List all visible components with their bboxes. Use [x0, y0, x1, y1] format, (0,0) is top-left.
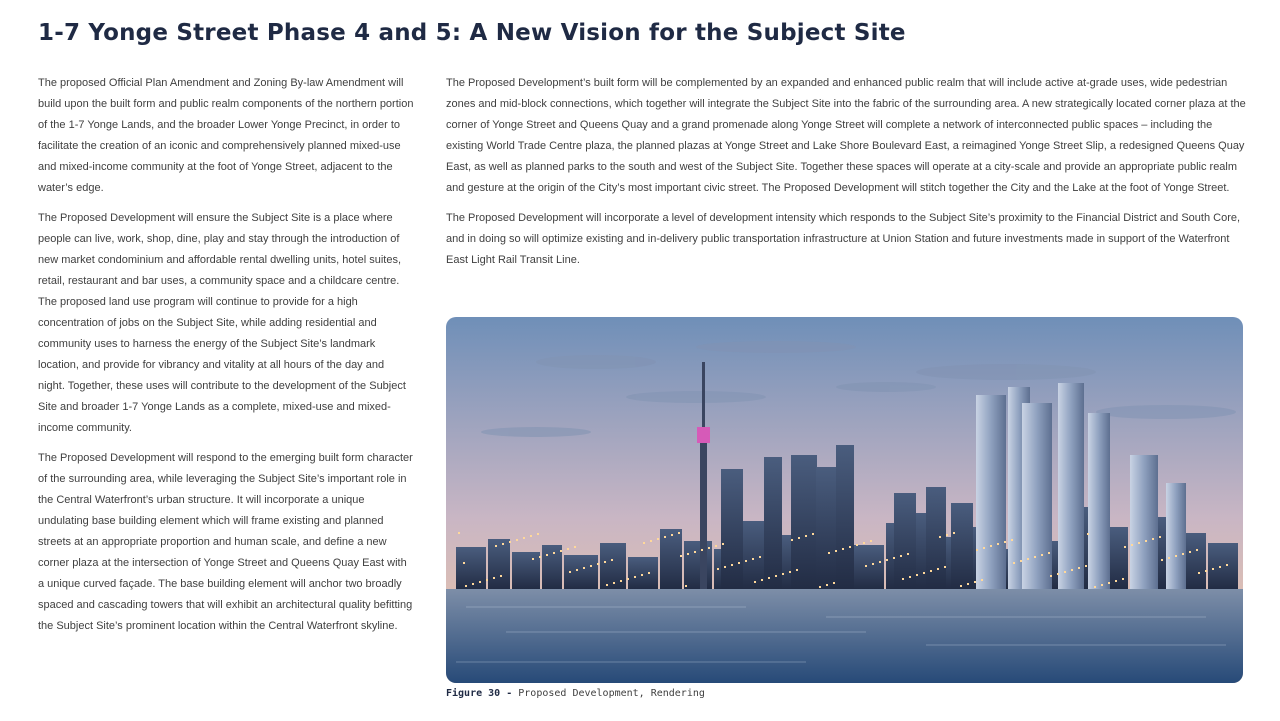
window-light [1101, 584, 1103, 586]
tower [816, 467, 836, 589]
window-light [828, 552, 830, 554]
window-light [863, 542, 865, 544]
building [456, 547, 486, 589]
window-light [902, 578, 904, 580]
window-light [1064, 571, 1066, 573]
window-light [678, 532, 680, 534]
window-light [819, 586, 821, 588]
tower [836, 445, 854, 589]
window-light [1071, 569, 1073, 571]
window-light [1226, 564, 1228, 566]
window-light [1138, 542, 1140, 544]
skyline-rendering-image [446, 317, 1243, 683]
window-light [981, 579, 983, 581]
window-light [870, 540, 872, 542]
right-paragraph-1: The Proposed Development’s built form will be complemented by an expanded and enhanced public realm that will include active at-grade uses, wide pedestrian zones and mid-block connections, which together will integrate the Subject Site into the fabric of the surrounding area. A new strategically located corner plaza at the corner of Yonge Street and Queens Quay and a grand promenade along Yonge Street will complete a network of interconnected public spaces – including the existing World Trade Centre plaza, the planned plazas at Yonge Street and Lake Shore Boulevard East, a reimagined Yonge Street Slip, a redesigned Queens Quay East, as well as planned parks to the south and west of the Subject Site. Together these spaces will operate at a city-scale and provide an appropriate public realm and gesture at the origin of the City’s most important civic street. The Proposed Development will stitch together the City and the Lake at the foot of Yonge Street. [446, 77, 1246, 194]
window-light [620, 580, 622, 582]
proposed-glass-tower [1130, 455, 1158, 589]
window-light [465, 585, 467, 587]
window-light [1027, 558, 1029, 560]
window-light [523, 537, 525, 539]
building [660, 529, 682, 589]
window-light [687, 553, 689, 555]
tower [951, 503, 973, 589]
window-light [717, 568, 719, 570]
window-light [826, 584, 828, 586]
window-light [791, 539, 793, 541]
window-light [539, 556, 541, 558]
window-light [606, 584, 608, 586]
window-light [532, 558, 534, 560]
window-light [708, 547, 710, 549]
window-light [486, 579, 488, 581]
window-light [516, 539, 518, 541]
window-light [701, 549, 703, 551]
window-light [930, 570, 932, 572]
window-light [611, 559, 613, 561]
left-paragraph-1: The proposed Official Plan Amendment and Zoning By-law Amendment will build upon the built form and public realm components of the northern portion of the 1-7 Yonge Lands, and the broader Lower Yonge Precinct, in order to facilitate the creation of an iconic and comprehensively planned mixed-use and mixed-income community at the foot of Yonge Street, adjacent to the water’s edge. [38, 77, 414, 194]
window-light [546, 554, 548, 556]
window-light [479, 581, 481, 583]
window-light [722, 543, 724, 545]
window-light [458, 532, 460, 534]
window-light [937, 568, 939, 570]
window-light [500, 575, 502, 577]
window-light [597, 563, 599, 565]
window-light [768, 577, 770, 579]
window-light [893, 557, 895, 559]
window-light [805, 535, 807, 537]
window-light [1020, 560, 1022, 562]
window-light [745, 560, 747, 562]
window-light [997, 543, 999, 545]
window-light [1011, 539, 1013, 541]
window-light [923, 572, 925, 574]
proposed-glass-tower [1088, 413, 1110, 589]
window-light [946, 534, 948, 536]
window-light [939, 536, 941, 538]
right-paragraph-2: The Proposed Development will incorporate a level of development intensity which responds to the Subject Site’s proximity to the Financial District and South Core, and in doing so will optimize existing and in-delivery public transportation infrastructure at Union Station and future investments made in support of the Waterfront East Light Rail Transit Line. [446, 212, 1241, 266]
window-light [1152, 538, 1154, 540]
figure-caption-text: Proposed Development, Rendering [512, 688, 705, 699]
window-light [789, 571, 791, 573]
window-light [583, 567, 585, 569]
window-light [1205, 570, 1207, 572]
window-light [560, 550, 562, 552]
lake-water [446, 589, 1243, 683]
window-light [879, 561, 881, 563]
window-light [641, 574, 643, 576]
proposed-glass-tower [976, 395, 1006, 589]
window-light [782, 573, 784, 575]
proposed-glass-tower [1022, 403, 1052, 589]
left-text-column [38, 73, 414, 646]
left-paragraph-3: The Proposed Development will respond to the emerging built form character of the surrounding area, while leveraging the Subject Site’s important role in the Central Waterfront’s urban structure. It will incorporate a unique undulating base building element which will frame existing and planned streets at an appropriate proportion and human scale, and define a new corner plaza at the intersection of Yonge Street and Queens Quay East with a unique curved façade. The base building element will anchor two broadly spaced and cascading towers that will exhibit an architectural quality befitting the Subject Site’s prominent location within the Central Waterfront skyline. [38, 452, 413, 632]
window-light [900, 555, 902, 557]
page-title: 1-7 Yonge Street Phase 4 and 5: A New Vision for the Subject Site [38, 20, 906, 46]
window-light [775, 575, 777, 577]
window-light [752, 558, 754, 560]
window-light [1122, 578, 1124, 580]
cn-tower-pod [697, 427, 710, 443]
building [854, 545, 884, 589]
window-light [872, 563, 874, 565]
window-light [724, 566, 726, 568]
window-light [990, 545, 992, 547]
figure-caption [446, 688, 705, 699]
window-light [664, 536, 666, 538]
window-light [953, 532, 955, 534]
building [488, 539, 510, 589]
window-light [944, 566, 946, 568]
window-light [1050, 575, 1052, 577]
window-light [694, 551, 696, 553]
window-light [1161, 559, 1163, 561]
window-light [909, 576, 911, 578]
window-light [907, 553, 909, 555]
building [512, 552, 540, 589]
tower [764, 457, 782, 589]
window-light [761, 579, 763, 581]
window-light [1175, 555, 1177, 557]
cn-tower-shaft [700, 443, 707, 589]
window-light [627, 578, 629, 580]
window-light [731, 564, 733, 566]
window-light [567, 548, 569, 550]
tower [721, 469, 743, 589]
window-light [509, 541, 511, 543]
window-light [1212, 568, 1214, 570]
window-light [1196, 549, 1198, 551]
building [628, 557, 658, 589]
window-light [643, 542, 645, 544]
window-light [613, 582, 615, 584]
window-light [650, 540, 652, 542]
window-light [796, 569, 798, 571]
window-light [502, 543, 504, 545]
window-light [553, 552, 555, 554]
window-light [916, 574, 918, 576]
window-light [1168, 557, 1170, 559]
proposed-glass-tower [1166, 483, 1186, 589]
window-light [1145, 540, 1147, 542]
building [542, 545, 562, 589]
tower [926, 487, 946, 589]
window-light [967, 583, 969, 585]
window-light [648, 572, 650, 574]
window-light [865, 565, 867, 567]
window-light [1013, 562, 1015, 564]
window-light [715, 545, 717, 547]
window-light [1094, 586, 1096, 588]
window-light [759, 556, 761, 558]
window-light [493, 577, 495, 579]
window-light [976, 549, 978, 551]
window-light [1085, 565, 1087, 567]
window-light [974, 581, 976, 583]
window-light [835, 550, 837, 552]
window-light [680, 555, 682, 557]
window-light [537, 533, 539, 535]
window-light [590, 565, 592, 567]
window-light [1004, 541, 1006, 543]
right-text-column [446, 73, 1246, 280]
window-light [463, 562, 465, 564]
window-light [576, 569, 578, 571]
window-light [495, 545, 497, 547]
window-light [657, 538, 659, 540]
window-light [569, 571, 571, 573]
window-light [472, 583, 474, 585]
window-light [604, 561, 606, 563]
building [684, 541, 712, 589]
tower [791, 455, 817, 589]
window-light [1198, 572, 1200, 574]
window-light [1034, 556, 1036, 558]
window-light [849, 546, 851, 548]
window-light [671, 534, 673, 536]
window-light [1087, 533, 1089, 535]
window-light [833, 582, 835, 584]
window-light [1108, 582, 1110, 584]
window-light [886, 559, 888, 561]
window-light [1124, 546, 1126, 548]
window-light [530, 535, 532, 537]
window-light [738, 562, 740, 564]
figure-label: Figure 30 - [446, 688, 513, 699]
window-light [634, 576, 636, 578]
window-light [1115, 580, 1117, 582]
window-light [1041, 554, 1043, 556]
window-light [574, 546, 576, 548]
window-light [1048, 552, 1050, 554]
window-light [812, 533, 814, 535]
window-light [856, 544, 858, 546]
window-light [1078, 567, 1080, 569]
window-light [1182, 553, 1184, 555]
window-light [1189, 551, 1191, 553]
tower [894, 493, 916, 589]
window-light [983, 547, 985, 549]
window-light [1219, 566, 1221, 568]
left-paragraph-2: The Proposed Development will ensure the Subject Site is a place where people can live, work, shop, dine, play and stay through the introduction of new market condominium and affordable rental dwelling units, hotel suites, retail, restaurant and bar uses, a community space and a childcare centre. The proposed land use program will continue to provide for a high concentration of jobs on the Subject Site, while adding residential and community uses to harness the energy of the Subject Site’s landmark location, and provide for vibrancy and vitality at all hours of the day and night. Together, these uses will contribute to the development of the Subject Site and broader 1-7 Yonge Lands as a complete, mixed-use and mixed-income community. [38, 212, 406, 434]
window-light [1057, 573, 1059, 575]
window-light [1131, 544, 1133, 546]
window-light [960, 585, 962, 587]
window-light [685, 585, 687, 587]
building [742, 521, 764, 589]
window-light [842, 548, 844, 550]
proposed-glass-tower [1058, 383, 1084, 589]
window-light [754, 581, 756, 583]
window-light [1159, 536, 1161, 538]
window-light [798, 537, 800, 539]
building [1208, 543, 1238, 589]
